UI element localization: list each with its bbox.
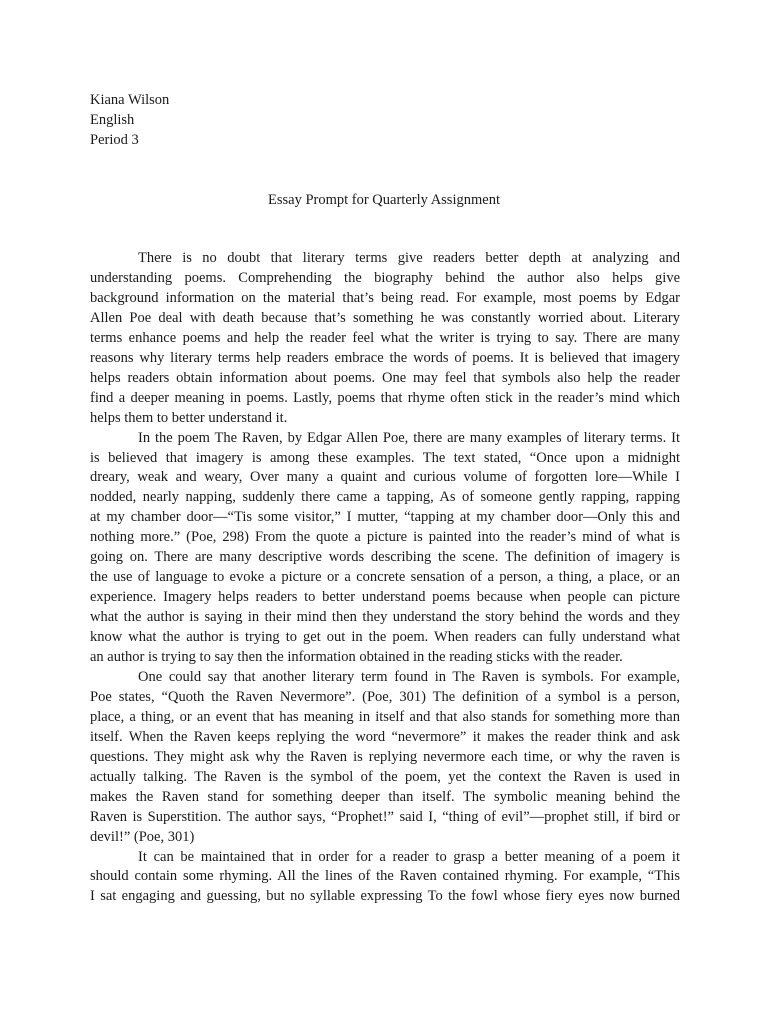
body-line: find a deeper meaning in poems. Lastly, poems that rhyme often stick in the reader’s mind which: [90, 389, 680, 406]
body-line: should contain some rhyming. All the lines of the Raven contained rhyming. For example, “This: [90, 868, 680, 885]
body-line: helps readers obtain information about poems. One may feel that symbols also help the reader: [90, 369, 680, 386]
body-line: understanding poems. Comprehending the biography behind the author also helps give: [90, 269, 680, 286]
body-line: nodded, nearly napping, suddenly there came a tapping, As of someone gently rapping, rapping: [90, 489, 680, 506]
body-line: One could say that another literary term found in The Raven is symbols. For example,: [138, 668, 680, 685]
body-line: Poe states, “Quoth the Raven Nevermore”. (Poe, 301) The definition of a symbol is a person,: [90, 688, 680, 705]
essay-title: Essay Prompt for Quarterly Assignment: [268, 192, 500, 208]
body-line: It can be maintained that in order for a reader to grasp a better meaning of a poem it: [138, 848, 680, 865]
body-line: devil!” (Poe, 301): [90, 828, 195, 845]
student-header: [90, 90, 169, 150]
class-subject: English: [90, 112, 135, 128]
body-line: actually talking. The Raven is the symbol of the poem, yet the context the Raven is used in: [90, 768, 680, 785]
body-line: In the poem The Raven, by Edgar Allen Poe, there are many examples of literary terms. It: [138, 429, 680, 446]
body-line: experience. Imagery helps readers to better understand poems because when people can picture: [90, 589, 680, 606]
body-line: Raven is Superstition. The author says, “Prophet!” said I, “thing of evil”—prophet still, if bird or: [90, 808, 680, 825]
body-line: nothing more.” (Poe, 298) From the quote a picture is painted into the reader’s mind of what is: [90, 529, 680, 546]
body-line: is believed that imagery is among these examples. The text stated, “Once upon a midnight: [90, 449, 680, 466]
body-line: place, a thing, or an event that has meaning in itself and that also stands for something more than: [90, 708, 680, 725]
body-line: what the author is saying in their mind then they understand the story behind the words and they: [90, 609, 680, 626]
student-name: Kiana Wilson: [90, 92, 170, 108]
body-line: an author is trying to say then the information obtained in the reading sticks with the reader.: [90, 649, 623, 665]
body-line: questions. They might ask why the Raven is replying nevermore each time, or why the raven is: [90, 748, 680, 765]
body-line: dreary, weak and weary, Over many a quaint and curious volume of forgotten lore—While I: [90, 469, 680, 486]
body-line: going on. There are many descriptive words describing the scene. The definition of imagery is: [90, 549, 680, 566]
body-line: at my chamber door—“Tis some visitor,” I mutter, “tapping at my chamber door—Only this and: [90, 509, 680, 526]
body-line: There is no doubt that literary terms give readers better depth at analyzing and: [138, 250, 680, 266]
body-line: makes the Raven stand for something deeper than itself. The symbolic meaning behind the: [90, 788, 680, 805]
body-line: Allen Poe deal with death because that’s something he was constantly worried about. Literary: [90, 309, 680, 326]
body-line: background information on the material that’s being read. For example, most poems by Edgar: [90, 289, 680, 306]
body-line: I sat engaging and guessing, but no syllable expressing To the fowl whose fiery eyes now burned: [90, 888, 680, 905]
body-line: helps them to better understand it.: [90, 409, 288, 426]
body-line: the use of language to evoke a picture or a concrete sensation of a person, a thing, a place, or an: [90, 569, 680, 586]
class-period: Period 3: [90, 132, 139, 148]
body-line: terms enhance poems and help the reader feel what the writer is trying to say. There are many: [90, 329, 680, 346]
body-line: reasons why literary terms help readers embrace the words of poems. It is believed that imagery: [90, 349, 680, 366]
body-line: itself. When the Raven keeps replying the word “nevermore” it makes the reader think and ask: [90, 728, 680, 745]
body-line: know what the author is trying to get out in the poem. When readers can fully understand what: [90, 629, 680, 646]
